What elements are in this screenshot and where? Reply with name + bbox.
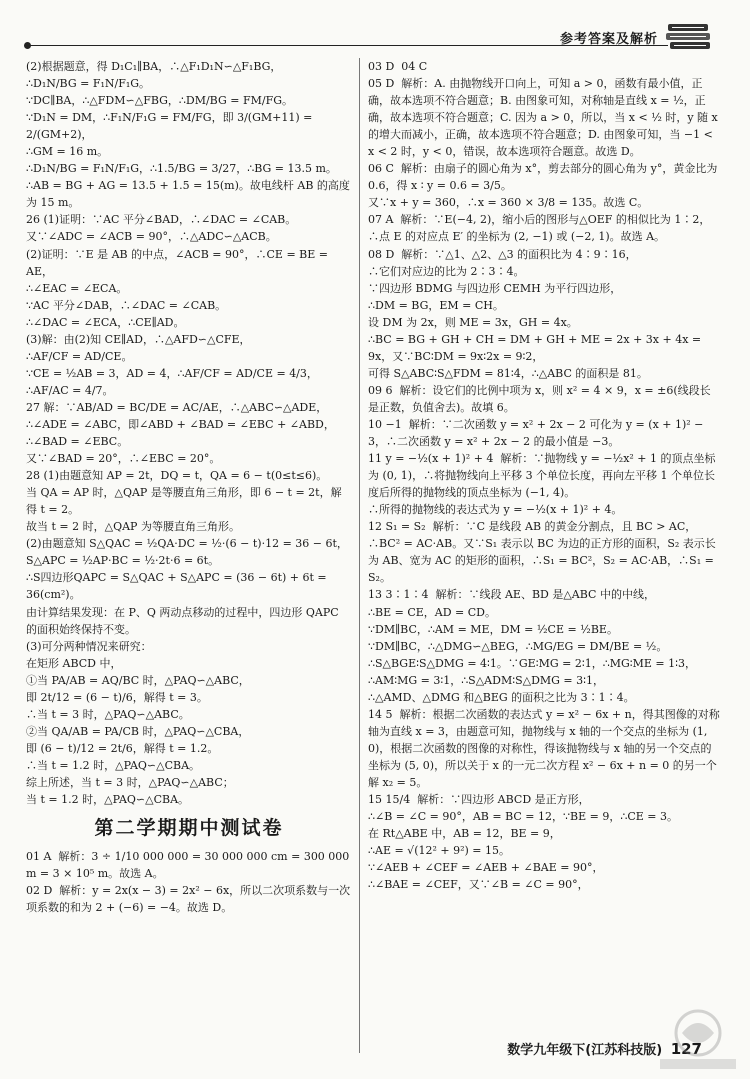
left-column-lines [26,58,352,808]
text-line: ∵D₁N = DM，∴F₁N/F₁G = FM/FG，即 3/(GM+11) = 2/(GM+2)， [26,111,316,142]
right-column-lines [368,58,720,893]
text-line: ∴AE = √(12² + 9²) = 15。 [368,844,511,858]
text-line: ∴DM = BG，EM = CH。 [368,298,504,312]
text-line: 设 DM 为 2x，则 ME = 3x，GH = 4x。 [368,315,578,329]
text-line: 26 (1)证明：∵AC 平分∠BAD，∴∠DAC = ∠CAB。 [26,213,297,227]
left-column-after-lines [26,848,352,916]
text-line: 02 D 解析：y = 2x(x − 3) = 2x² − 6x，所以二次项系数与一次项系数的和为 2 + (−6) = −4。故选 D。 [26,883,351,914]
text-line: S△APC = ½AP·BC = ½·2t·6 = 6t。 [26,554,220,568]
text-line: 即 (6 − t)/12 = 2t/6，解得 t = 1.2。 [26,741,219,755]
page-number: 127 [670,1039,702,1058]
text-line: 13 3∶1∶4 解析：∵线段 AE、BD 是△ABC 中的中线， [368,588,655,602]
text-line: ∴所得的抛物线的表达式为 y = −½(x + 1)² + 4。 [368,503,623,517]
text-line: 27 解：∵AB/AD = BC/DE = AC/AE，∴△ABC∽△ADE， [26,400,328,414]
text-line: ∴AF/CF = AD/CE。 [26,349,133,363]
text-line: ∴BE = CE，AD = CD。 [368,605,496,619]
text-line: ∴当 t = 1.2 时，△PAQ∽△CBA。 [26,758,201,772]
watermark-logo [652,1003,744,1073]
column-divider [359,58,360,1053]
text-line: 14 5 解析：根据二次函数的表达式 y = x² − 6x + n，得其图像的对称轴为直线 x = 3，由题意可知，抛物线与 x 轴的一个交点的坐标为 (1, 0)，根据二次函数的图像的对称性，得该抛物线与 x 轴的另一个交点的坐标为 (5, 0)，所以关于 x 的一元二次方程 x² − 6x + n = 0 的另一个解 x₂ = 5。 [368,707,720,789]
left-column [26,58,352,1038]
text-line: ∵∠AEB + ∠CEF = ∠AEB + ∠BAE = 90°， [368,861,604,875]
section-title: 第二学期期中测试卷 [94,817,284,840]
text-line: 08 D 解析：∵△1、△2、△3 的面积比为 4∶9∶16， [368,247,637,261]
text-line: ∵AC 平分∠DAB，∴∠DAC = ∠CAB。 [26,298,227,312]
text-line: ∵四边形 BDMG 与四边形 CEMH 为平行四边形， [368,281,622,295]
text-line: (2)根据题意，得 D₁C₁∥BA，∴△F₁D₁N∽△F₁BG， [26,60,282,73]
text-line: 09 6 解析：设它们的比例中项为 x，则 x² = 4 × 9，x = ±6(线段长是正数，负值舍去)。故填 6。 [368,383,711,414]
text-line: ∴BC = BG + GH + CH = DM + GH + ME = 2x + 3x + 4x = 9x，又∵BC∶DM = 9x∶2x = 9∶2， [368,332,705,363]
text-line: ∴∠ADE = ∠ABC，即∠ABD + ∠BAD = ∠EBC + ∠ABD， [26,417,335,431]
page-header [0,0,750,52]
text-line: ∵DC∥BA，∴△FDM∽△FBG，∴DM/BG = FM/FG。 [26,94,293,108]
text-line: 即 2t/12 = (6 − t)/6，解得 t = 3。 [26,690,208,704]
header-title: 参考答案及解析 [559,32,658,47]
text-line: 01 A 解析：3 ÷ 1/10 000 000 = 30 000 000 cm = 300 000 m = 3 × 10⁵ m。故选 A。 [26,849,353,880]
text-line: 当 t = 1.2 时，△PAQ∽△CBA。 [26,793,190,807]
text-line: (3)解：由(2)知 CE∥AD，∴△AFD∽△CFE， [26,332,251,346]
text-line: ∴△AMD、△DMG 和△BEG 的面积之比为 3∶1∶4。 [368,690,635,704]
text-line: 当 QA = AP 时，△QAP 是等腰直角三角形，即 6 − t = 2t，解得 t = 2。 [26,486,342,517]
text-line: 07 A 解析：∵E(−4, 2)，缩小后的图形与△OEF 的相似比为 1∶2，∴点 E 的对应点 E′ 的坐标为 (2, −1) 或 (−2, 1)。故选 A。 [368,213,711,244]
text-line: 在 Rt△ABE 中，AB = 12，BE = 9， [368,827,561,841]
text-line: 15 15/4 解析：∵四边形 ABCD 是正方形， [368,793,590,807]
text-line: 故当 t = 2 时，△QAP 为等腰直角三角形。 [26,520,240,534]
text-line: ∴S四边形QAPC = S△QAC + S△APC = (36 − 6t) + 6t = 36(cm²)。 [26,571,331,602]
text-line: 综上所述，当 t = 3 时，△PAQ∽△ABC； [26,775,234,789]
text-line: ∴∠BAE = ∠CEF，又∵∠B = ∠C = 90°， [368,878,589,892]
text-line: ∵DM∥BC，∴△DMG∽△BEG，∴MG/EG = DM/BE = ½。 [368,639,668,653]
text-line: ∴∠BAD = ∠EBC。 [26,435,129,449]
text-line: ∴AB = BG + AG = 13.5 + 1.5 = 15(m)。故电线杆 AB 的高度为 15 m。 [26,179,350,210]
text-line: 可得 S△ABC∶S△FDM = 81∶4，∴△ABC 的面积是 81。 [368,366,648,380]
text-line: 由计算结果发现：在 P、Q 两动点移动的过程中，四边形 QAPC 的面积始终保持不变。 [26,605,343,636]
text-line: ∴D₁N/BG = F₁N/F₁G，∴1.5/BG = 3/27，∴BG = 13.5 m。 [26,162,337,176]
text-line: 又∵∠BAD = 20°，∴∠EBC = 20°。 [26,452,221,466]
text-line: ∴∠B = ∠C = 90°，AB = BC = 12，∵BE = 9，∴CE = 3。 [368,810,678,824]
text-line: (2)由题意知 S△QAC = ½QA·DC = ½·(6 − t)·12 = 36 − 6t， [26,537,348,551]
footer-subject: 数学九年级下(江苏科技版) [507,1042,663,1058]
text-line: (3)可分两种情况来研究： [26,639,152,653]
text-line: 又∵∠ADC = ∠ACB = 90°，∴△ADC∽△ACB。 [26,230,277,244]
text-line: ②当 QA/AB = PA/CB 时，△PAQ∽△CBA， [26,724,250,738]
text-line: 11 y = −½(x + 1)² + 4 解析：∵抛物线 y = −½x² + 1 的顶点坐标为 (0, 1)，∴将抛物线向上平移 3 个单位长度，再向左平移 1 个单位长度后所得的抛物线的顶点坐标为 (−1, 4)。 [368,452,716,500]
text-line: ∴S△BGE∶S△DMG = 4∶1。∵GE∶MG = 2∶1，∴MG∶ME = 1∶3，∴AM∶MG = 3∶1，∴S△ADM∶S△DMG = 3∶1， [368,656,696,687]
text-line: 05 D 解析：A. 由抛物线开口向上，可知 a > 0，函数有最小值，正确，故本选项不符合题意；B. 由图象可知，对称轴是直线 x = ½，正确，故本选项不符合题意；C. 因为 a > 0，所以，当 x < ½ 时，y 随 x 的增大而减小，正确，故本选项不符合题意；D. 由图象可知，当 −1 < x < 2 时，y < 0，错误，故本选项符合题意。故选 D。 [368,77,722,159]
text-line: 又∵x + y = 360，∴x = 360 × 3/8 = 135。故选 C。 [368,196,649,210]
text-line: 06 C 解析：由扇子的圆心角为 x°，剪去部分的圆心角为 y°，黄金比为 0.6，得 x ∶ y = 0.6 = 3/5。 [368,162,721,193]
text-line: (2)证明：∵E 是 AB 的中点，∠ACB = 90°，∴CE = BE = AE， [26,247,332,278]
text-line: ∴当 t = 3 时，△PAQ∽△ABC。 [26,707,190,721]
text-line: ∴它们对应边的比为 2∶3∶4。 [368,264,525,278]
text-line: 10 −1 解析：∵二次函数 y = x² + 2x − 2 可化为 y = (x + 1)² − 3，∴二次函数 y = x² + 2x − 2 的最小值是 −3。 [368,417,707,449]
text-line: 在矩形 ABCD 中， [26,656,122,670]
text-line: 03 D 04 C [368,60,428,73]
books-icon [664,20,714,54]
text-line: ∴∠DAC = ∠ECA，∴CE∥AD。 [26,315,185,329]
right-column [368,58,720,1038]
text-line: 28 (1)由题意知 AP = 2t，DQ = t，QA = 6 − t(0≤t≤6)。 [26,469,328,483]
text-line: ∴D₁N/BG = F₁N/F₁G。 [26,77,151,91]
text-line: 12 S₁ = S₂ 解析：∵C 是线段 AB 的黄金分割点，且 BC > AC，∴BC² = AC·AB。又∵S₁ 表示以 BC 为边的正方形的面积，S₂ 表示长为 AB、宽为 AC 的矩形的面积，∴S₁ = BC²，S₂ = AC·AB，∴S₁ = S₂。 [368,520,718,585]
text-line: ∴∠EAC = ∠ECA。 [26,281,128,295]
text-line: ∵CE = ½AB = 3，AD = 4，∴AF/CF = AD/CE = 4/3，∴AF/AC = 4/7。 [26,366,318,397]
text-line: ①当 PA/AB = AQ/BC 时，△PAQ∽△ABC， [26,673,250,687]
text-line: ∴GM = 16 m。 [26,145,109,159]
text-line: ∵DM∥BC，∴AM = ME，DM = ½CE = ½BE。 [368,622,618,636]
